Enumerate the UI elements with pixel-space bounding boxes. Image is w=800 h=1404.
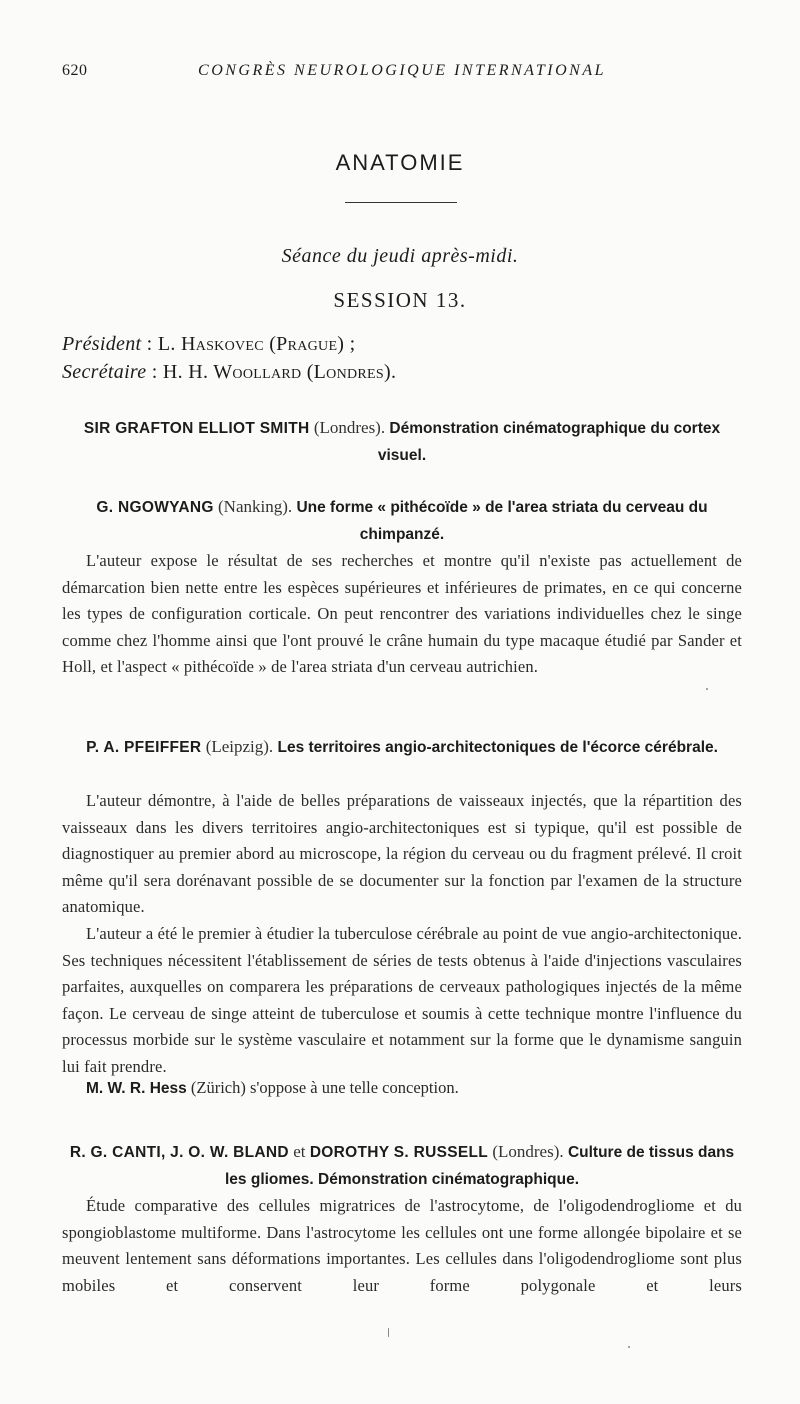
- entry-author: G. NGOWYANG: [96, 499, 214, 516]
- print-speck: [628, 1346, 630, 1348]
- print-speck: [388, 1328, 389, 1337]
- discussion-line: [86, 1078, 459, 1098]
- running-header: [62, 62, 742, 86]
- entry-heading: [62, 493, 742, 548]
- secretaire-role: Secrétaire: [62, 361, 147, 383]
- entry-place: (Nanking).: [218, 497, 293, 516]
- secretaire-name: H. H. Woollard (Londres).: [162, 361, 397, 383]
- session-number: SESSION 13.: [333, 288, 467, 312]
- entry-title: Culture de tissus dans les gliomes.: [225, 1144, 735, 1188]
- entry-title: Les territoires angio-architectoniques de l'écorce cérébrale.: [277, 739, 718, 756]
- body-paragraph: Étude comparative des cellules migratrices de l'astrocytome, de l'oligodendrogliome et du spongioblastome multiforme. Dans l'astrocytome les cellules ont une forme allongée bipolaire et se meuvent lentement sans déformations importantes. Les cellules dans l'oligodendrogliome sont plus mobiles et conservent leur forme polygonale et leurs: [62, 1196, 742, 1295]
- body-paragraph: L'auteur démontre, à l'aide de belles préparations de vaisseaux injectés, que la répartition des vaisseaux dans les divers territoires angio-architectoniques est si typique, qu'il est possible de diagnostiquer au premier abord au microscope, la région du cerveau ou du fragment prélevé. Il croit même qu'il sera dorénavant possible de se documenter sur la fonction par l'examen de la structure anatomique.: [62, 791, 742, 917]
- secretaire-line: Secrétaire : H. H. Woollard (Londres).: [62, 361, 397, 383]
- entry-author: R. G. CANTI, J. O. W. BLAND: [69, 1144, 289, 1161]
- discussion-text: (Zürich) s'oppose à une telle conception.: [190, 1078, 459, 1097]
- body-paragraph: L'auteur expose le résultat de ses recherches et montre qu'il n'existe pas actuellement de démarcation bien nette entre les espèces supérieures et inférieures de primates, en ce qui concerne les types de configuration corticale. On peut rencontrer des variations individuelles chez le singe comme chez l'homme ainsi que l'ont prouvé le crâne humain du type macaque étudié par Sander et Holl, et l'aspect « pithécoïde » de l'area striata d'un cerveau autrichien.: [62, 551, 742, 677]
- page-number: 620: [62, 62, 88, 79]
- president-name: L. Haskovec (Prague) ;: [157, 333, 356, 355]
- entry-heading: [62, 414, 742, 469]
- entry-title: Démonstration cinématographique.: [318, 1171, 579, 1188]
- print-speck: [706, 688, 708, 690]
- body-paragraph: L'auteur a été le premier à étudier la tuberculose cérébrale au point de vue angio-architectonique. Ses techniques nécessitent l'établissement de séries de tests obtenus à l'aide d'injections vasculaires parfaites, auxquelles on comparera les préparations de cerveaux pathologiques injectés de la même façon. Le cerveau de singe atteint de tuberculose et soumis à cette technique montre l'influence du processus morbide sur le système vasculaire et notamment sur la forme que le dynamisme sanguin lui fait prendre.: [62, 924, 742, 1076]
- entry-author: SIR GRAFTON ELLIOT SMITH: [83, 420, 310, 437]
- entry-place: (Leipzig).: [205, 737, 274, 756]
- running-title: CONGRÈS NEUROLOGIQUE INTERNATIONAL: [198, 62, 606, 79]
- discussion-author: M. W. R. Hess: [86, 1080, 187, 1097]
- entry-author: P. A. PFEIFFER: [86, 739, 202, 756]
- president-role: Président: [62, 333, 142, 355]
- seance-subtitle: Séance du jeudi après-midi.: [281, 245, 519, 267]
- entry-heading: [62, 1138, 742, 1193]
- section-heading: ANATOMIE: [335, 150, 465, 175]
- entry-author: DOROTHY S. RUSSELL: [309, 1144, 489, 1161]
- entry-title: Démonstration cinématographique du cortex visuel.: [377, 420, 721, 464]
- entry-place: (Londres).: [492, 1142, 564, 1161]
- president-line: Président : L. Haskovec (Prague) ;: [62, 333, 356, 355]
- divider: [345, 202, 457, 203]
- entry-connector: et: [293, 1142, 306, 1161]
- entry-place: (Londres).: [313, 418, 386, 437]
- entry-heading: [62, 733, 742, 761]
- entry-title: Une forme « pithécoïde » de l'area striata du cerveau du chimpanzé.: [296, 499, 708, 543]
